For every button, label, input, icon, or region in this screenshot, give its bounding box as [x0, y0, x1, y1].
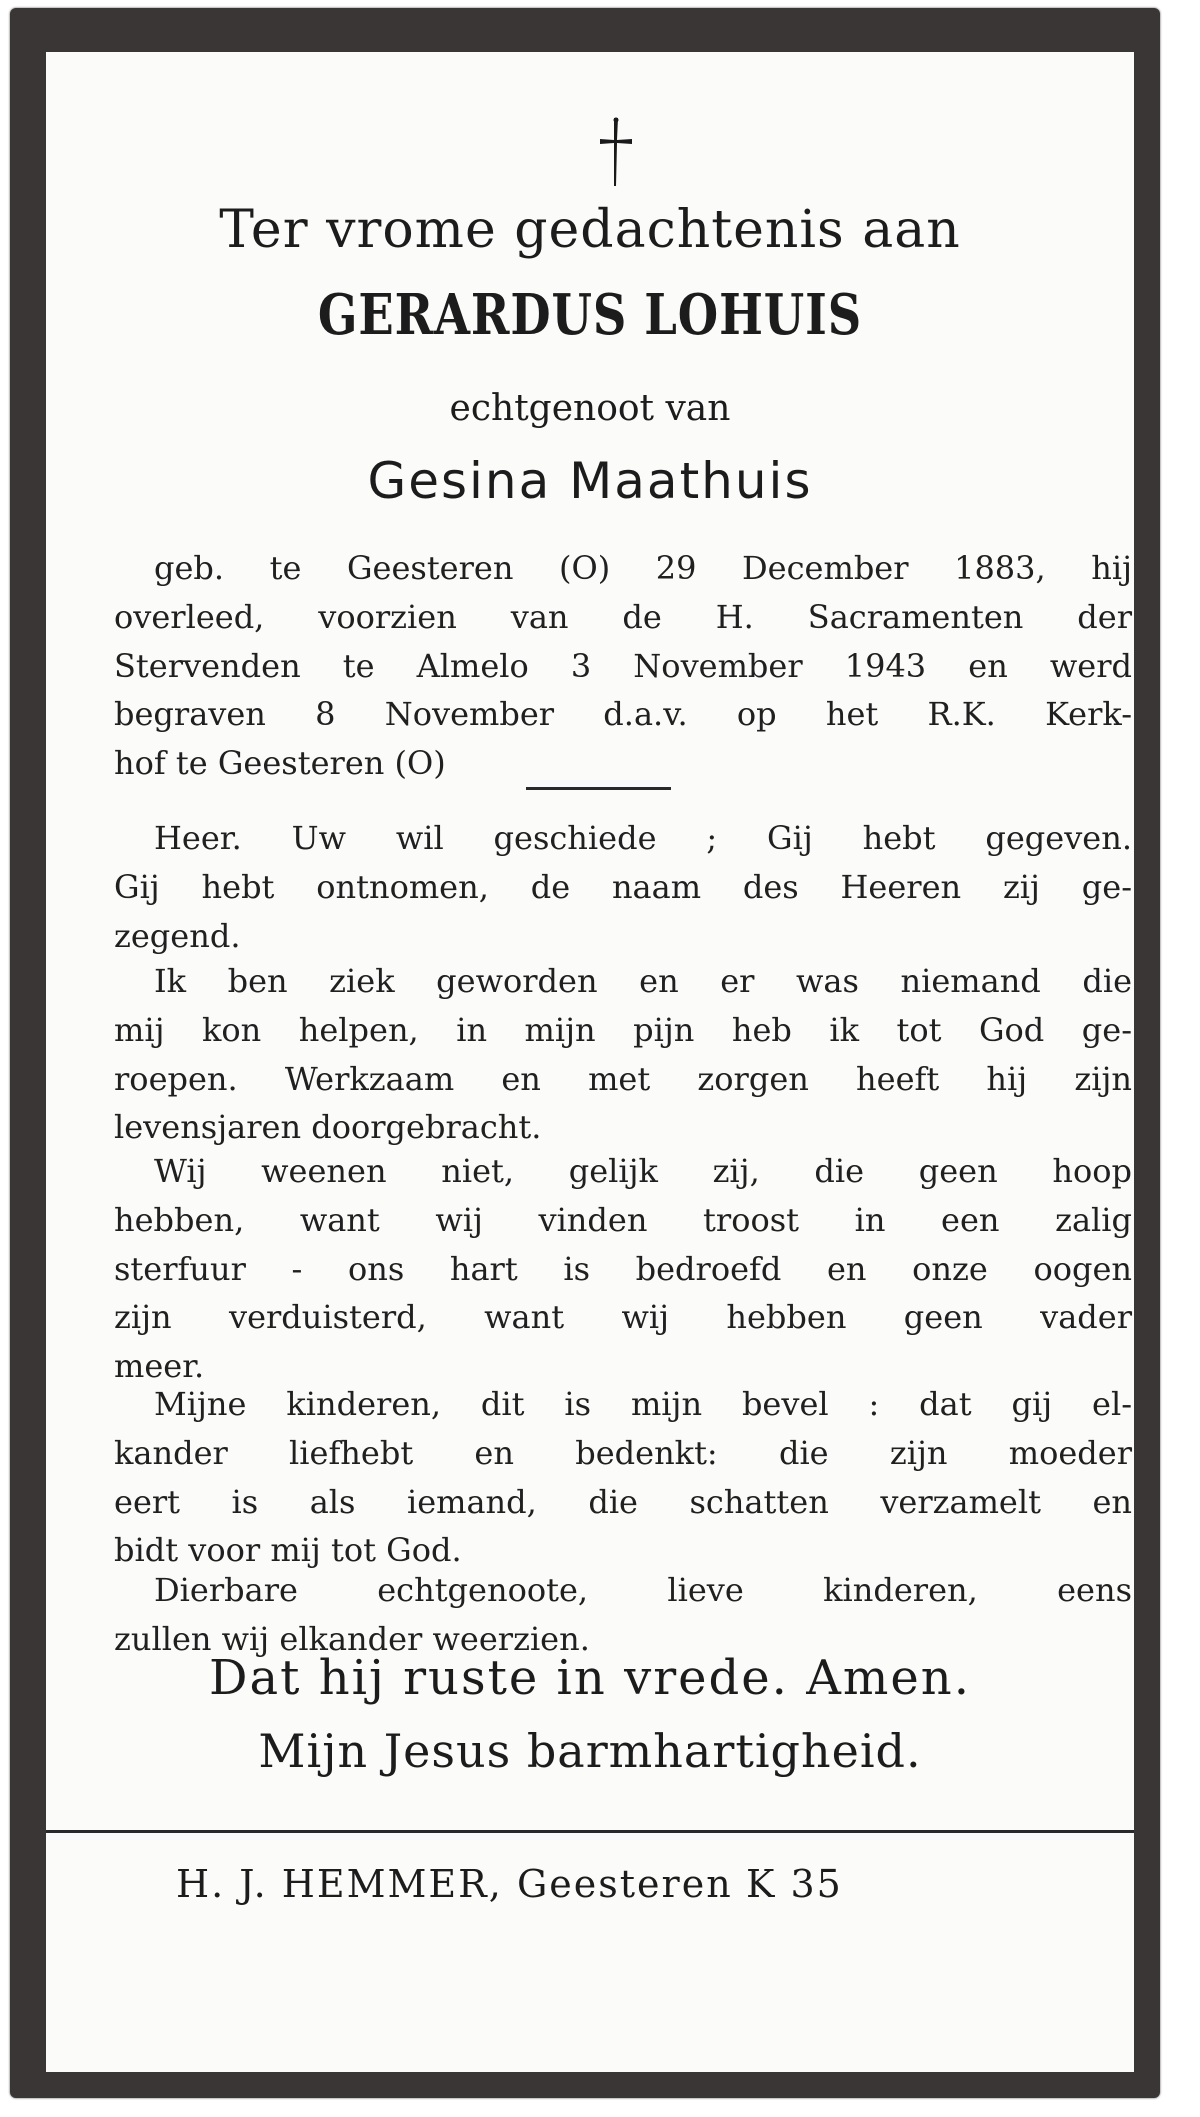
spouse-label: echtgenoot van [449, 388, 731, 429]
separator-rule [526, 787, 671, 790]
verse-paragraph-5 [114, 1566, 1132, 1664]
verse-paragraph-3 [114, 1147, 1132, 1391]
verse-line: Heer. Uw wil geschiede ; Gij hebt gegeven. [154, 819, 1132, 857]
card-code: K 35 [746, 1862, 843, 1906]
closing-prayer: Dat hij ruste in vrede. Amen. [209, 1650, 971, 1706]
biography-line: Stervenden te Almelo 3 November 1943 en werd [114, 646, 1132, 685]
verse-paragraph-4 [114, 1380, 1132, 1575]
verse-line: eert is als iemand, die schatten verzamelt en [114, 1482, 1132, 1521]
verse-line: zegend. [114, 916, 241, 955]
verse-line: zijn verduisterd, want wij hebben geen vader [114, 1298, 1132, 1337]
biography-line: geb. te Geesteren (O) 29 December 1883, hij [154, 549, 1132, 587]
verse-line: kander liefhebt en bedenkt: die zijn moeder [114, 1433, 1132, 1472]
verse-line: mij kon helpen, in mijn pijn heb ik tot God ge- [114, 1010, 1132, 1049]
biography-line: begraven 8 November d.a.v. op het R.K. Kerk- [114, 695, 1132, 734]
biography-line: hof te Geesteren (O) [114, 744, 446, 783]
verse-line: Wij weenen niet, gelijk zij, die geen hoop [154, 1152, 1132, 1190]
verse-line: sterfuur - ons hart is bedroefd en onze oogen [114, 1249, 1132, 1288]
card-inner [46, 52, 1134, 2072]
biography-line: overleed, voorzien van de H. Sacramenten der [114, 597, 1132, 636]
verse-line: roepen. Werkzaam en met zorgen heeft hij zijn [114, 1059, 1132, 1098]
footer-rule [46, 1830, 1134, 1833]
verse-line: hebben, want wij vinden troost in een zalig [114, 1200, 1132, 1239]
memorial-card [10, 8, 1160, 2098]
closing-invocation: Mijn Jesus barmhartigheid. [258, 1724, 922, 1778]
verse-line: Mijne kinderen, dit is mijn bevel : dat gij el- [154, 1385, 1132, 1423]
printer-imprint: H. J. HEMMER, Geesteren [176, 1862, 733, 1906]
spouse-name: Gesina Maathuis [367, 452, 813, 510]
verse-paragraph-2 [114, 957, 1132, 1152]
verse-paragraph-1 [114, 814, 1132, 960]
verse-line: Gij hebt ontnomen, de naam des Heeren zij ge- [114, 867, 1132, 906]
verse-line: meer. [114, 1347, 205, 1386]
verse-line: zullen wij elkander weerzien. [114, 1619, 590, 1658]
verse-line: levensjaren doorgebracht. [114, 1108, 542, 1147]
intro-line: Ter vrome gedachtenis aan [219, 200, 961, 260]
verse-line: Ik ben ziek geworden en er was niemand die [154, 962, 1132, 1000]
verse-line: Dierbare echtgenoote, lieve kinderen, eens [154, 1571, 1132, 1609]
verse-line: bidt voor mij tot God. [114, 1531, 462, 1570]
cross-icon [586, 112, 646, 192]
biography [114, 544, 1132, 788]
deceased-name: GERARDUS LOHUIS [317, 282, 863, 348]
